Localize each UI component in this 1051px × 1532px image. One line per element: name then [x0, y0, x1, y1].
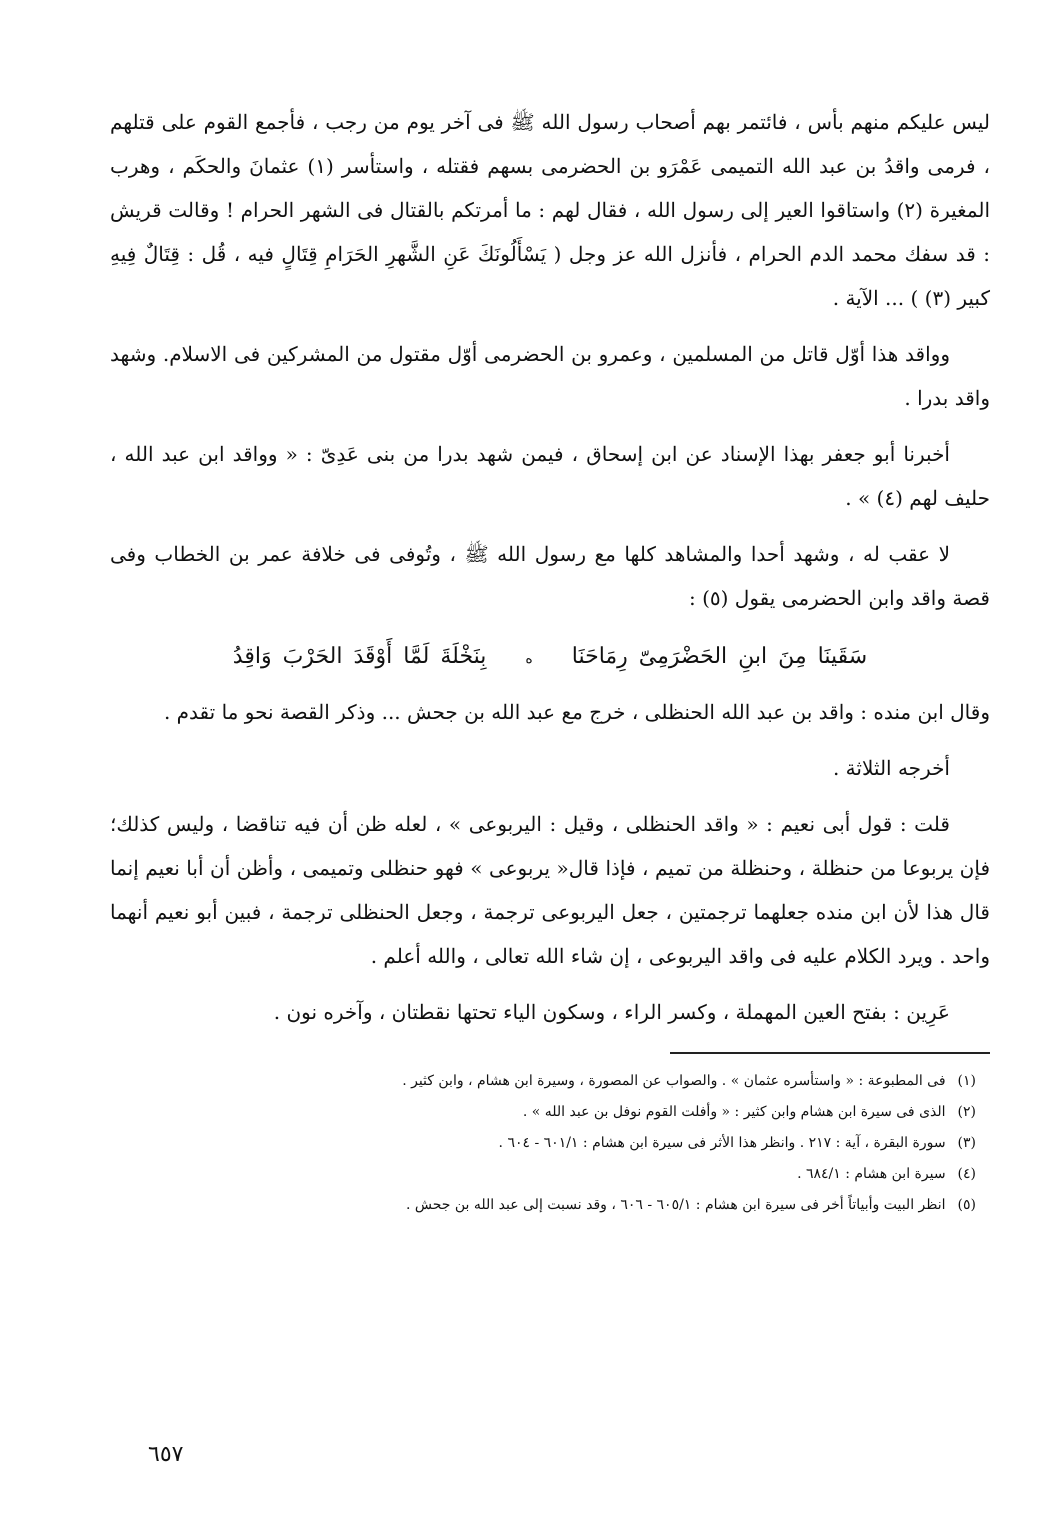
footnote-item [110, 1159, 990, 1190]
paragraph-6: أخرجه الثلاثة . [832, 756, 950, 780]
footnote-item [110, 1097, 990, 1128]
footnote-number: (٥) [957, 1197, 976, 1213]
paragraph-4: لا عقب له ، وشهد أحدا والمشاهد كلها مع رسول الله ﷺ ، وتُوفى فى خلافة عمر بن الخطاب وفى قصة واقد وابن الحضرمى يقول (٥) : [110, 542, 990, 610]
page-number: ٦٥٧ [148, 1442, 184, 1467]
footnote-text: الذى فى سيرة ابن هشام وابن كثير : « وأفلت القوم نوفل بن عبد الله » . [522, 1104, 946, 1120]
verse-separator: ه [525, 651, 533, 667]
footnotes [110, 1066, 990, 1221]
footnote-number: (٣) [957, 1135, 976, 1151]
footnote-text: سيرة ابن هشام : ٦٨٤/١ . [797, 1166, 946, 1182]
paragraph-3: أخبرنا أبو جعفر بهذا الإسناد عن ابن إسحاق ، فيمن شهد بدرا من بنى عَدِىّ : « وواقد ابن عبد الله ، حليف لهم (٤) » . [110, 442, 990, 510]
paragraph-5: وقال ابن منده : واقد بن عبد الله الحنظلى ، خرج مع عبد الله بن جحش ... وذكر القصة نحو ما تقدم . [163, 700, 990, 724]
footnote-item [110, 1190, 990, 1221]
poem-verse [110, 632, 990, 684]
paragraph-2: وواقد هذا أوّل قاتل من المسلمين ، وعمرو بن الحضرمى أوّل مقتول من المشركين فى الاسلام. وشهد واقد بدرا . [110, 342, 990, 410]
footnote-text: فى المطبوعة : « واستأسره عثمان » . والصواب عن المصورة ، وسيرة ابن هشام ، وابن كثير . [402, 1073, 946, 1089]
footnote-number: (٤) [957, 1166, 976, 1182]
footnote-item [110, 1066, 990, 1097]
footnote-item [110, 1128, 990, 1159]
paragraph-8: عَرِين : بفتح العين المهملة ، وكسر الراء ، وسكون الياء تحتها نقطتان ، وآخره نون . [273, 1000, 950, 1024]
verse-second-hemistich: بِنَخْلَةَ لَمَّا أَوْقَدَ الحَرْبَ وَاقِدُ [232, 644, 487, 669]
footnote-text: سورة البقرة ، آية : ٢١٧ . وانظر هذا الأثر فى سيرة ابن هشام : ٦٠١/١ - ٦٠٤ . [498, 1135, 946, 1151]
footnote-number: (٢) [957, 1104, 976, 1120]
footnote-number: (١) [957, 1073, 976, 1089]
paragraph-7: قلت : قول أبى نعيم : « واقد الحنظلى ، وقيل : اليربوعى » ، لعله ظن أن فيه تناقضا ، وليس كذلك؛ فإن يربوعا من حنظلة ، وحنظلة من تميم ، فإذا قال« يربوعى » فهو حنظلى وتميمى ، وأظن أن أبا نعيم إنما قال هذا لأن ابن منده جعلهما ترجمتين ، جعل اليربوعى ترجمة ، وجعل الحنظلى ترجمة ، فبين أبو نعيم أنهما واحد . ويرد الكلام عليه فى واقد اليربوعى ، إن شاء الله تعالى ، والله أعلم . [110, 812, 990, 968]
paragraph-1: ليس عليكم منهم بأس ، فائتمر بهم أصحاب رسول الله ﷺ فى آخر يوم من رجب ، فأجمع القوم على قتلهم ، فرمى واقدُ بن عبد الله التميمى عَمْرَو بن الحضرمى بسهم فقتله ، واستأسر (١) عثمانَ والحكَم ، وهرب المغيرة (٢) واستاقوا العير إلى رسول الله ، فقال لهم : ما أمرتكم بالقتال فى الشهر الحرام ! وقالت قريش : قد سفك محمد الدم الحرام ، فأنزل الله عز وجل ( يَسْأَلُونَكَ عَنِ الشَّهرِ الحَرَامِ قِتَالٍ فيه ، قُل : قِتَالٌ فِيهِ كبير (٣) ) ... الآية . [110, 110, 991, 310]
footnote-text: انظر البيت وأبياتاً أخر فى سيرة ابن هشام : ٦٠٥/١ - ٦٠٦ ، وقد نسبت إلى عبد الله بن جحش . [406, 1197, 946, 1213]
footnote-divider [670, 1052, 990, 1054]
verse-first-hemistich: سَقَينَا مِنَ ابنِ الحَضْرَمِىّ رِمَاحَنَا [571, 644, 868, 669]
page-body [110, 100, 990, 1221]
